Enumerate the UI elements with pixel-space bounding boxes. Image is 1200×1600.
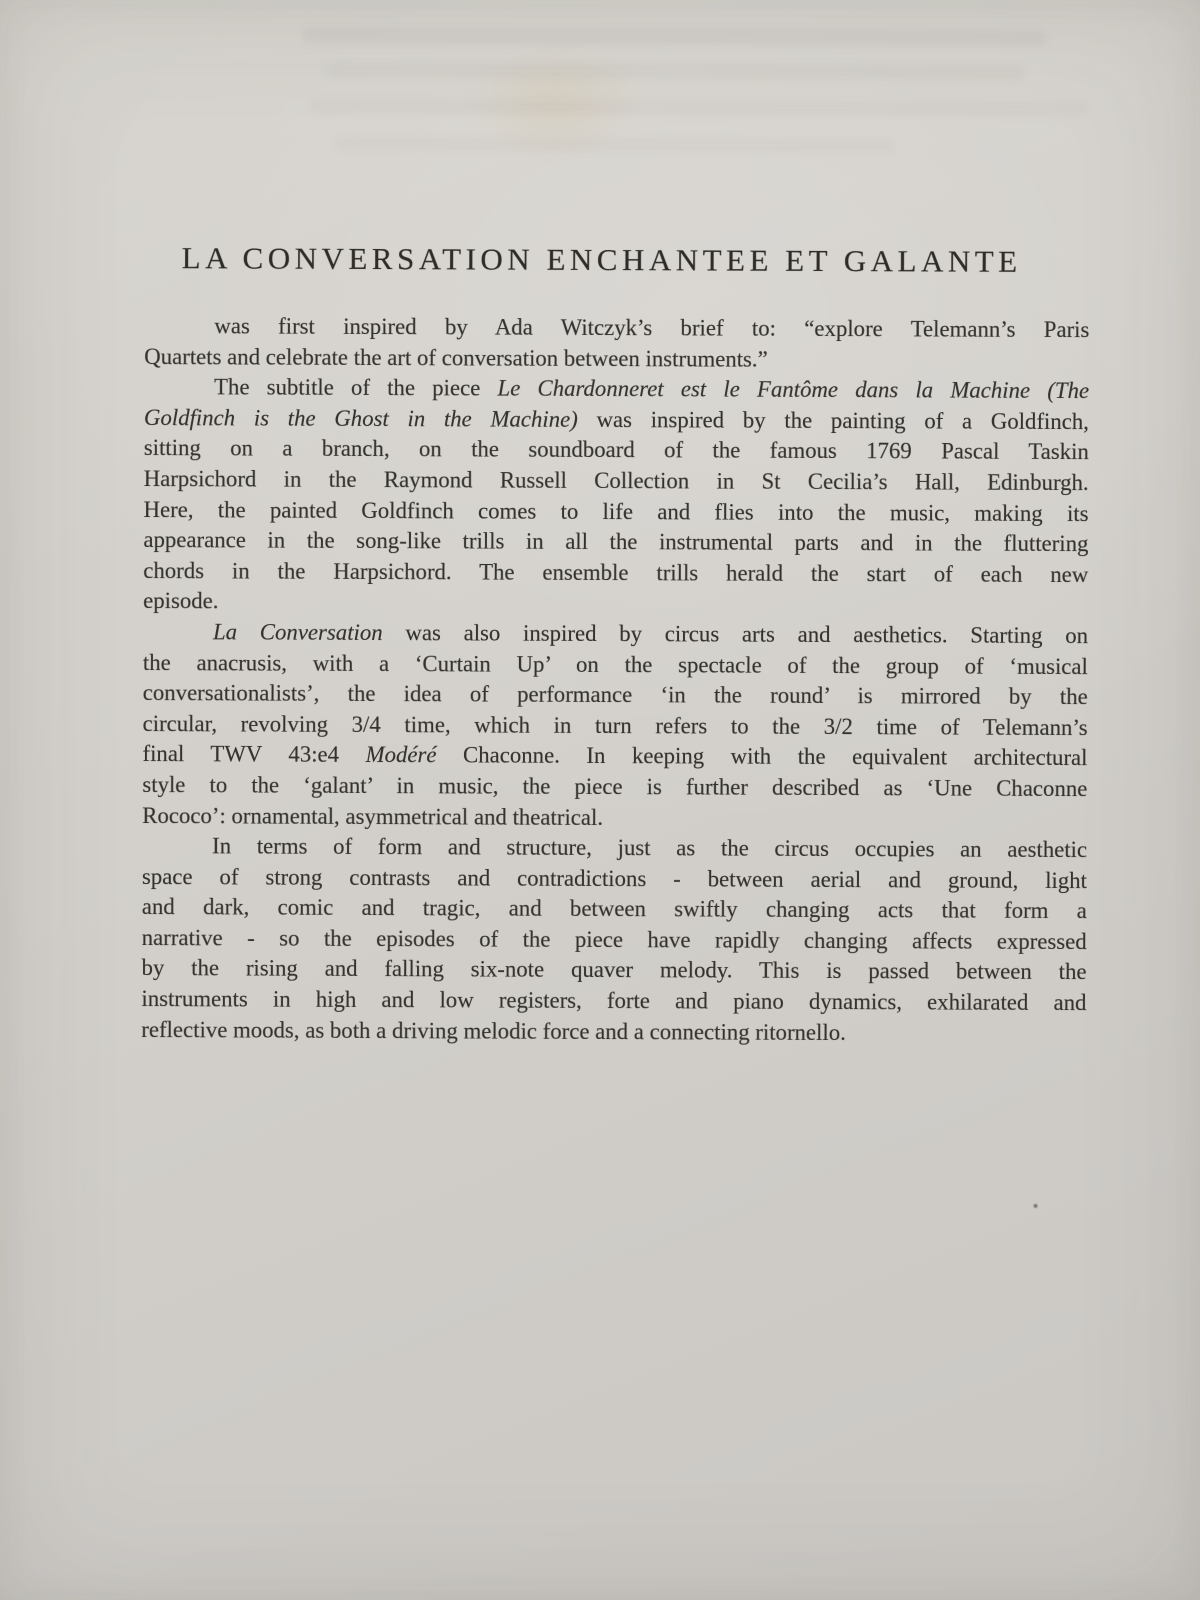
text-line: Goldfinch is the Ghost in the Machine) was inspired by the painting of a Goldfinch, bbox=[143, 404, 1090, 434]
text-line: The subtitle of the piece Le Chardonneret est le Fantôme dans la Machine (The bbox=[214, 374, 1090, 404]
text-line: the anacrusis, with a ‘Curtain Up’ on the spectacle of the group of ‘musical bbox=[142, 649, 1088, 679]
show-through-line bbox=[308, 99, 1088, 116]
text-line: circular, revolving 3/4 time, which in turn refers to the 3/2 time of Telemann’s bbox=[142, 710, 1088, 740]
dust-speck bbox=[1034, 1204, 1038, 1208]
text-line: narrative - so the episodes of the piece have rapidly changing affects expressed bbox=[141, 924, 1087, 955]
text-line: reflective moods, as both a driving melodic force and a connecting ritornello. bbox=[141, 1016, 846, 1045]
text-line: Quartets and celebrate the art of conversation between instruments.” bbox=[144, 343, 768, 372]
text-line: chords in the Harpsichord. The ensemble trills herald the start of each new bbox=[143, 557, 1089, 587]
text-line: appearance in the song-like trills in all the instrumental parts and in the fluttering bbox=[143, 527, 1089, 557]
text-line: Harpsichord in the Raymond Russell Collection in St Cecilia’s Hall, Edinburgh. bbox=[143, 465, 1089, 496]
text-line: episode. bbox=[143, 588, 219, 614]
text-line: sitting on a branch, on the soundboard of the famous 1769 Pascal Taskin bbox=[143, 435, 1089, 465]
text-line: by the rising and falling six-note quaver melody. This is passed between the bbox=[141, 955, 1087, 985]
text-line: In terms of form and structure, just as the circus occupies an aesthetic bbox=[212, 833, 1088, 863]
page-title: LA CONVERSATION ENCHANTEE ET GALANTE bbox=[181, 240, 1022, 279]
text-line: and dark, comic and tragic, and between swiftly changing acts that form a bbox=[141, 894, 1087, 924]
show-through-line bbox=[324, 63, 1024, 81]
text-line: was first inspired by Ada Witczyk’s brief to: “explore Telemann’s Paris bbox=[214, 313, 1090, 343]
show-through-line bbox=[334, 137, 894, 152]
text-line: Here, the painted Goldfinch comes to life and flies into the music, making its bbox=[143, 496, 1089, 526]
text-line: style to the ‘galant’ in music, the piece is further described as ‘Une Chaconne bbox=[142, 771, 1088, 802]
text-line: conversationalists’, the idea of performance ‘in the round’ is mirrored by the bbox=[142, 680, 1088, 710]
text-line: final TWV 43:e4 Modéré Chaconne. In keeping with the equivalent architectural bbox=[142, 741, 1088, 771]
show-through-line bbox=[303, 27, 1047, 46]
text-line: space of strong contrasts and contradictions - between aerial and ground, light bbox=[141, 863, 1088, 893]
body-text bbox=[141, 311, 1089, 1049]
text-line: La Conversation was also inspired by circus arts and aesthetics. Starting on bbox=[212, 619, 1089, 649]
text-line: instruments in high and low registers, forte and piano dynamics, exhilarated and bbox=[141, 986, 1087, 1016]
text-line: Rococo’: ornamental, asymmetrical and theatrical. bbox=[142, 802, 604, 830]
